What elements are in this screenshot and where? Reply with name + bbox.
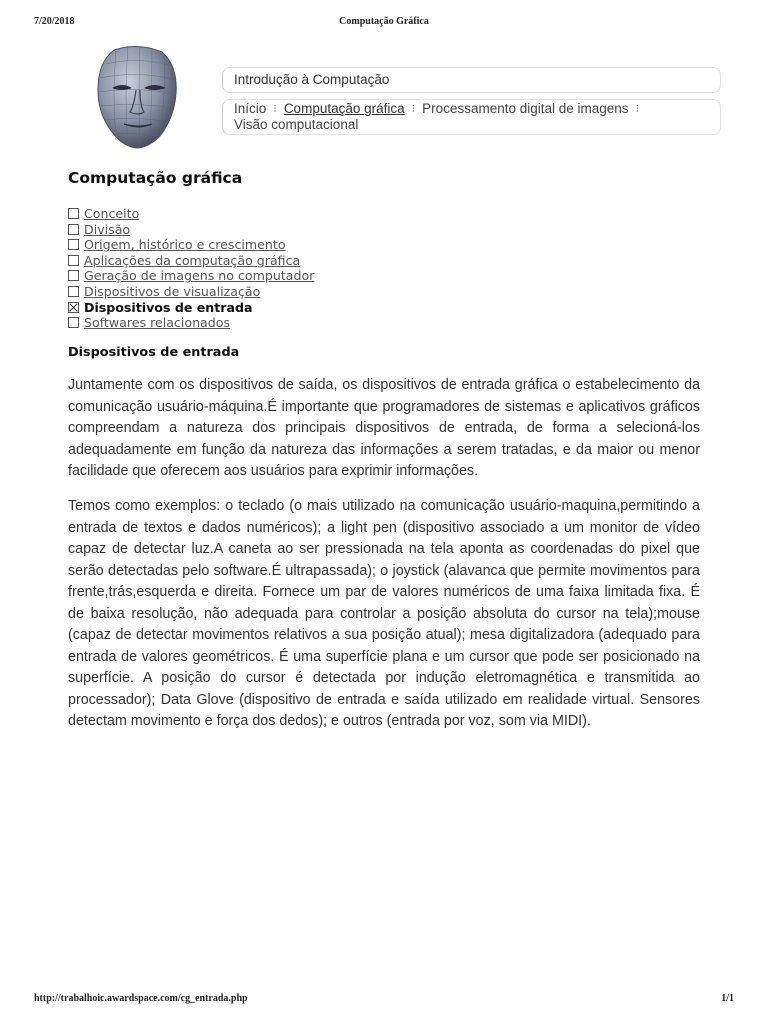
checkbox-icon [68, 224, 79, 235]
breadcrumb-item-inicio[interactable]: Início [234, 101, 267, 116]
checkbox-icon [68, 286, 79, 297]
toc-item-geracao[interactable] [68, 268, 314, 284]
page-title: Computação gráfica [68, 169, 243, 187]
toc-link[interactable]: Geração de imagens no computador [84, 268, 315, 284]
breadcrumb-separator-icon: ⁝ [411, 103, 416, 115]
toc-link[interactable]: Origem, histórico e crescimento [84, 237, 286, 253]
toc-link[interactable]: Dispositivos de visualização [84, 283, 261, 299]
course-link[interactable]: Introdução à Computação [234, 72, 390, 87]
breadcrumb-separator-icon: ⁝ [273, 103, 277, 115]
toc-link[interactable]: Divisão [84, 221, 131, 237]
checkbox-icon [68, 255, 79, 266]
print-header [0, 16, 768, 30]
checked-box-icon [68, 302, 79, 313]
breadcrumb [222, 99, 721, 135]
checkbox-icon [68, 270, 79, 281]
print-date: 7/20/2018 [34, 16, 75, 27]
toc-link[interactable]: Softwares relacionados [84, 315, 231, 331]
3d-wireframe-face-icon [86, 44, 190, 150]
table-of-contents [68, 206, 314, 331]
checkbox-icon [68, 208, 79, 219]
toc-item-visualizacao[interactable] [68, 284, 314, 300]
section-heading: Dispositivos de entrada [68, 345, 240, 360]
body-paragraph: Juntamente com os dispositivos de saída, os dispositivos de entrada gráfica o estabelecimento da comunicação usuário-máquina.É importante que programadores de sistemas e aplicativos gráficos compreendam a natureza dos principais dispositivos de entrada, de forma a selecioná-los adequadamente em função da natureza das informações a serem tratadas, e da maior ou menor facilidade que oferecem aos usuários para exprimir informações. [68, 377, 700, 479]
toc-item-aplicacoes[interactable] [68, 253, 314, 269]
toc-item-divisao[interactable] [68, 222, 314, 238]
body-paragraph: Temos como exemplos: o teclado (o mais utilizado na comunicação usuário-maquina,permitindo a entrada de textos e dados numéricos); a light pen (dispositivo associado a um monitor de vídeo capaz de detectar luz.A caneta ao ser pressionada na tela aponta as coordenadas do pixel que serão detectadas pelo software.É ultrapassada); o joystick (alavanca que permite movimentos para frente,trás,esquerda e direita. Fornece um par de valores numéricos de uma faixa limitada fixa. É de baixa resolução, não adequada para controlar a posição absoluta do cursor na tela);mouse (capaz de detectar movimentos relativos a sua posição atual); mesa digitalizadora (adequado para entrada de valores geométricos. É uma superfície plana e um cursor que pode ser posicionado na superfície. A posição do cursor é detectada por indução eletromagnética e transmitida ao processador); Data Glove (dispositivo de entrada e saída utilizado em realidade virtual. Sensores detectam movimento e força dos dedos); e outros (entrada por voz, som via MIDI). [68, 498, 700, 729]
breadcrumb-separator-icon: ⁝ [635, 103, 640, 115]
checkbox-icon [68, 317, 79, 328]
toc-item-conceito[interactable] [68, 206, 314, 222]
toc-link[interactable]: Aplicações da computação gráfica [84, 252, 301, 268]
breadcrumb-item-computacao-grafica[interactable]: Computação gráfica [283, 101, 405, 116]
print-title: Computação Gráfica [339, 16, 429, 27]
toc-item-softwares[interactable] [68, 315, 314, 331]
toc-item-entrada [68, 300, 314, 316]
print-url: http://trabalhoic.awardspace.com/cg_entrada.php [34, 993, 248, 1004]
toc-current-item: Dispositivos de entrada [84, 299, 253, 315]
print-footer [0, 993, 768, 1007]
toc-link[interactable]: Conceito [84, 206, 140, 221]
print-page-number: 1/1 [721, 993, 734, 1004]
breadcrumb-item-visao[interactable]: Visão computacional [234, 117, 359, 132]
checkbox-icon [68, 239, 79, 250]
toc-item-origem[interactable] [68, 237, 314, 253]
breadcrumb-item-processamento[interactable]: Processamento digital de imagens [422, 101, 629, 116]
course-box [222, 67, 721, 93]
